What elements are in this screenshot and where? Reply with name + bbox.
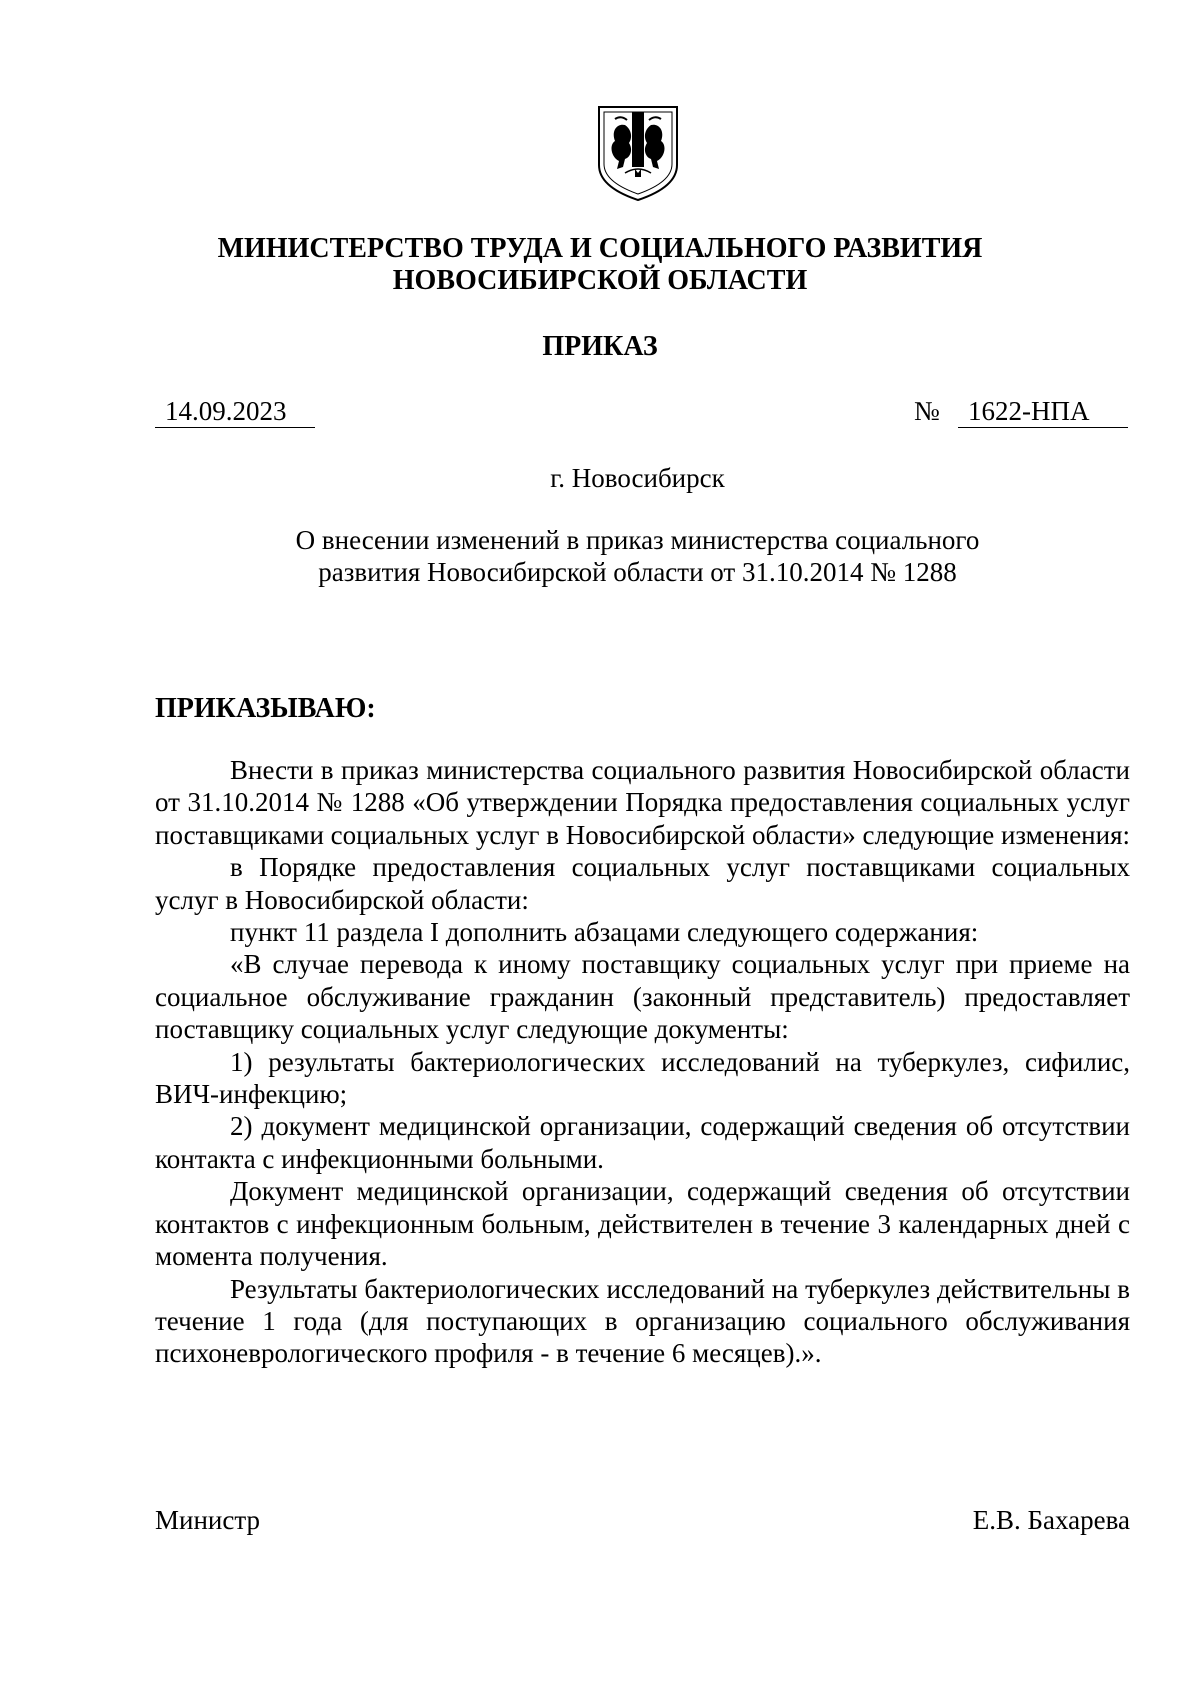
- subject-line-2: развития Новосибирской области от 31.10.2014 № 1288: [318, 557, 957, 587]
- number-sign: №: [914, 396, 940, 426]
- body-paragraph: Документ медицинской организации, содержащий сведения об отсутствии контактов с инфекционным больным, действителен в течение 3 календарных дней с момента получения.: [155, 1176, 1130, 1272]
- body-paragraph: 1) результаты бактериологических исследований на туберкулез, сифилис, ВИЧ-инфекцию;: [155, 1046, 1130, 1110]
- coat-of-arms-icon: [595, 103, 681, 203]
- ministry-name: [0, 233, 1200, 297]
- subject-line-1: О внесении изменений в приказ министерства социального: [295, 525, 980, 555]
- document-number: [914, 395, 1128, 428]
- ministry-line-2: НОВОСИБИРСКОЙ ОБЛАСТИ: [392, 265, 808, 296]
- number-value: 1622-НПА: [958, 395, 1128, 428]
- document-type: ПРИКАЗ: [542, 331, 658, 362]
- body-paragraph: 2) документ медицинской организации, содержащий сведения об отсутствии контакта с инфекционными больными.: [155, 1111, 1130, 1174]
- body-paragraph: Результаты бактериологических исследований на туберкулез действительны в течение 1 года (для поступающих в организацию социального обслуживания психоневрологического профиля - в течение 6 месяцев).».: [155, 1273, 1130, 1369]
- signatory-name: Е.В. Бахарева: [972, 1505, 1130, 1535]
- body-paragraph: пункт 11 раздела I дополнить абзацами следующего содержания:: [230, 917, 979, 948]
- city: г. Новосибирск: [550, 463, 725, 493]
- document-date: 14.09.2023: [155, 395, 315, 428]
- body-paragraph: в Порядке предоставления социальных услуг поставщиками социальных услуг в Новосибирской области:: [155, 852, 1130, 915]
- ministry-line-1: МИНИСТЕРСТВО ТРУДА И СОЦИАЛЬНОГО РАЗВИТИЯ: [217, 233, 983, 264]
- signatory-title: Министр: [155, 1505, 260, 1535]
- document-body: [155, 754, 1130, 1370]
- order-word: ПРИКАЗЫВАЮ:: [155, 693, 376, 724]
- body-paragraph: Внести в приказ министерства социального развития Новосибирской области от 31.10.2014 № 1288 «Об утверждении Порядка предоставления социальных услуг поставщиками социальных услуг в Новосибирской области» следующие изменения:: [155, 755, 1131, 850]
- body-paragraph: «В случае перевода к иному поставщику социальных услуг при приеме на социальное обслуживание гражданин (законный представитель) предоставляет поставщику социальных услуг следующие документы:: [155, 949, 1130, 1045]
- document-subject: [0, 524, 1200, 588]
